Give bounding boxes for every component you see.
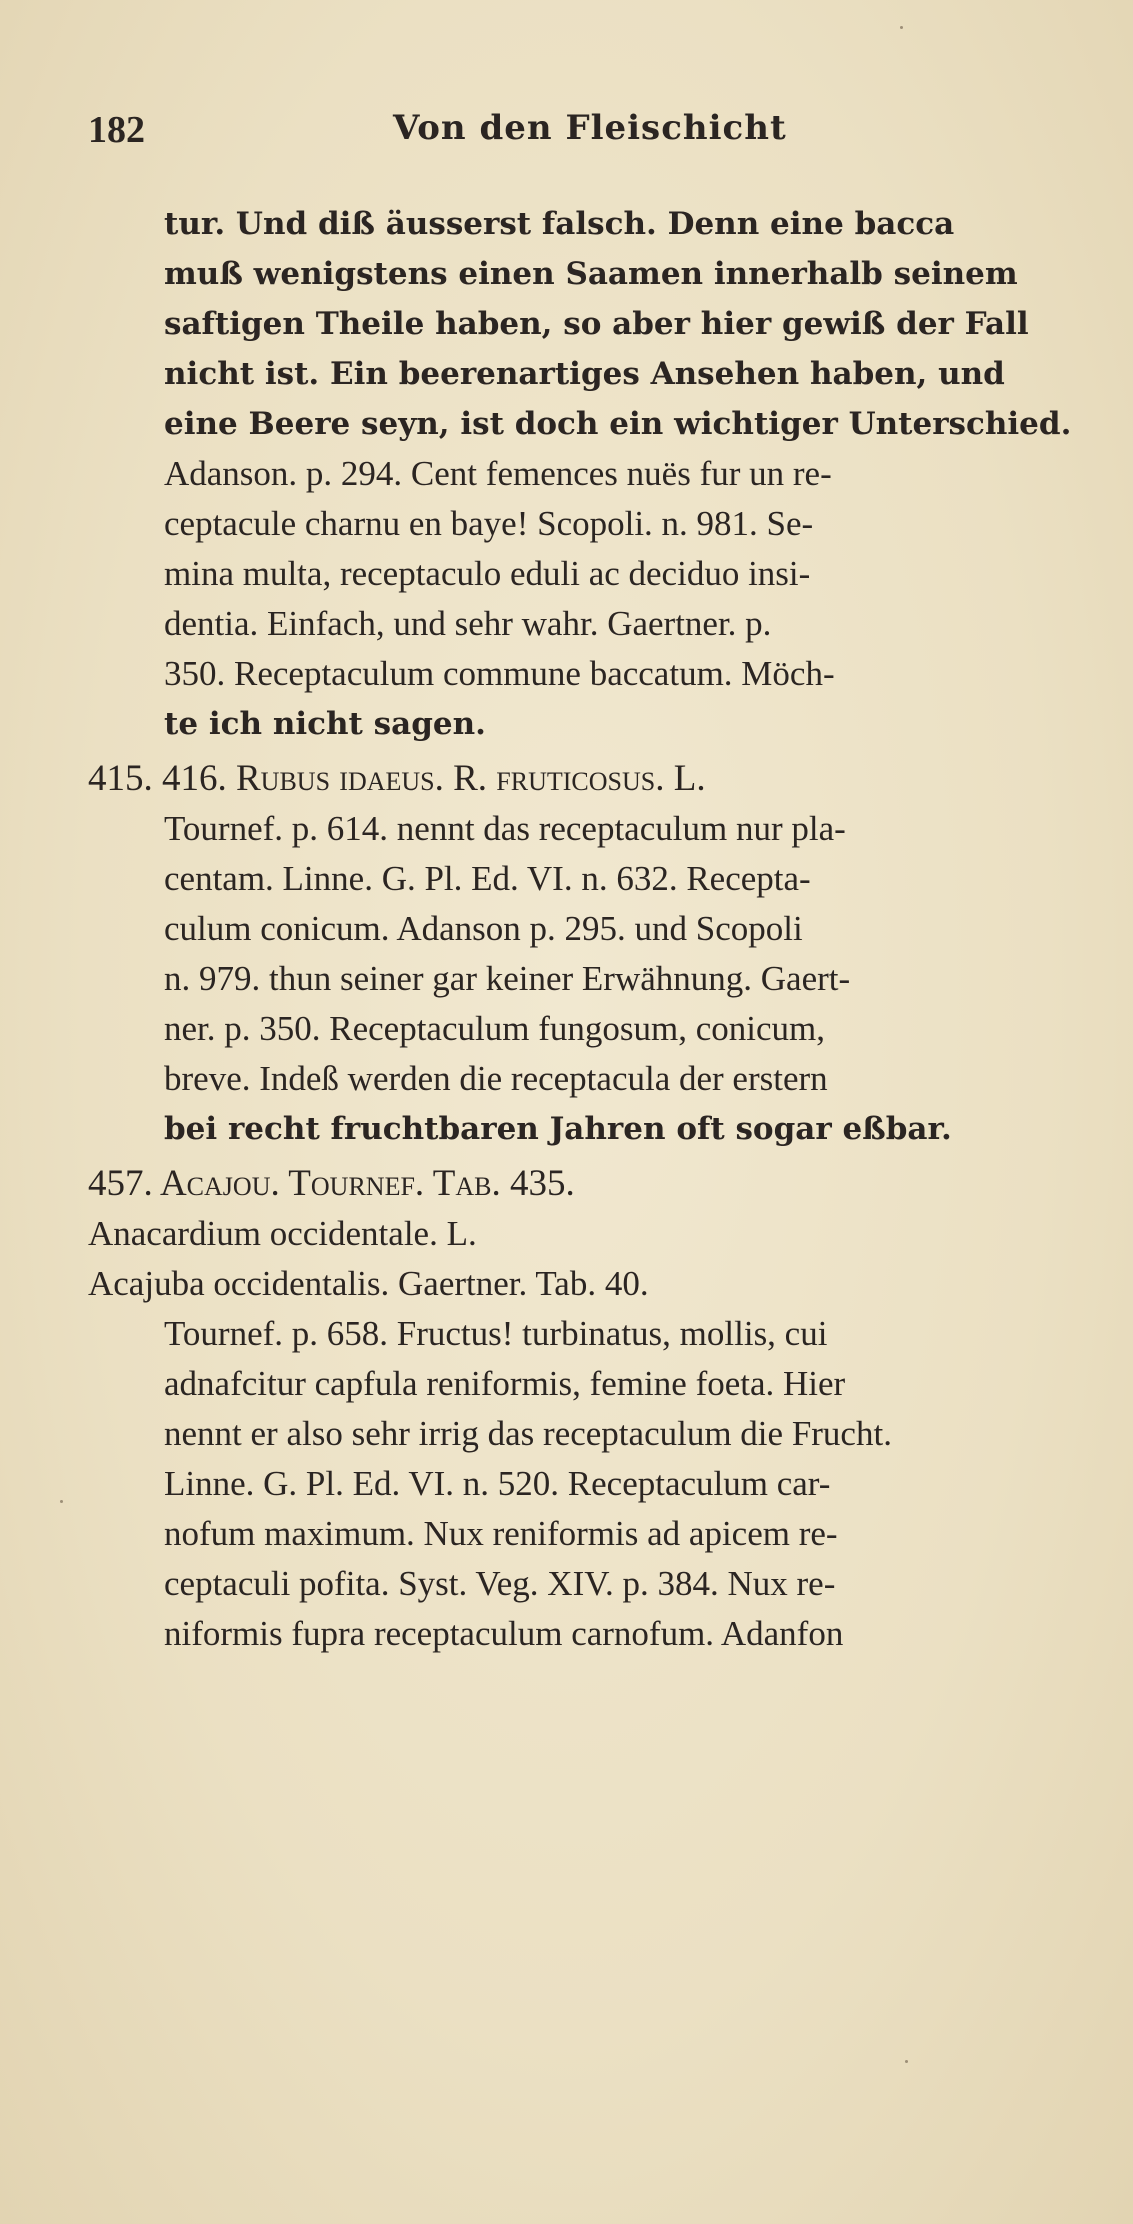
text-line: eine Beere seyn, ist doch ein wichtiger Unterschied. [164, 406, 1072, 442]
paper-speck [60, 1500, 63, 1503]
text-line: nicht ist. Ein beerenartiges Ansehen haben, und [164, 356, 1005, 392]
text-line: nofum maximum. Nux reniformis ad apicem re- [164, 1514, 838, 1553]
text-line: dentia. Einfach, und sehr wahr. Gaertner. p. [164, 604, 772, 643]
page-number: 182 [88, 109, 145, 151]
text-line: niformis fupra receptaculum carnofum. Adanfon [164, 1614, 844, 1653]
text-line: Anacardium occidentale. L. [88, 1214, 477, 1253]
text-line: mina multa, receptaculo eduli ac deciduo insi- [164, 554, 811, 593]
text-line: adnafcitur capfula reniformis, femine foeta. Hier [164, 1364, 846, 1403]
text-line: te ich nicht sagen. [164, 706, 486, 742]
paper-speck [900, 26, 903, 29]
paper-speck [905, 2060, 908, 2063]
text-line: centam. Linne. G. Pl. Ed. VI. n. 632. Recepta- [164, 859, 811, 898]
text-line: breve. Indeß werden die receptacula der erstern [164, 1059, 828, 1098]
entry-heading: 457. Acajou. Tournef. Tab. 435. [88, 1163, 575, 1204]
text-line: saftigen Theile haben, so aber hier gewiß der Fall [164, 306, 1029, 342]
entry-heading: 415. 416. Rubus idaeus. R. fruticosus. L. [88, 758, 706, 799]
text-line: ceptacule charnu en baye! Scopoli. n. 981. Se- [164, 504, 814, 543]
text-line: tur. Und diß äusserst falsch. Denn eine bacca [164, 206, 955, 242]
text-line: 350. Receptaculum commune baccatum. Möch- [164, 654, 835, 693]
running-head: Von den Fleischicht [393, 108, 787, 148]
text-line: muß wenigstens einen Saamen innerhalb seinem [164, 256, 1018, 292]
text-line: Tournef. p. 614. nennt das receptaculum nur pla- [164, 809, 846, 848]
text-line: bei recht fruchtbaren Jahren oft sogar eßbar. [164, 1111, 952, 1147]
text-line: ner. p. 350. Receptaculum fungosum, conicum, [164, 1009, 825, 1048]
text-line: culum conicum. Adanson p. 295. und Scopoli [164, 909, 803, 948]
text-line: n. 979. thun seiner gar keiner Erwähnung. Gaert- [164, 959, 851, 998]
text-line: Acajuba occidentalis. Gaertner. Tab. 40. [88, 1264, 649, 1303]
text-line: nennt er also sehr irrig das receptaculum die Frucht. [164, 1414, 892, 1453]
page-header [88, 108, 788, 158]
text-line: ceptaculi pofita. Syst. Veg. XIV. p. 384. Nux re- [164, 1564, 836, 1603]
text-line: Tournef. p. 658. Fructus! turbinatus, mollis, cui [164, 1314, 828, 1353]
text-line: Linne. G. Pl. Ed. VI. n. 520. Receptaculum car- [164, 1464, 831, 1503]
text-line: Adanson. p. 294. Cent femences nuës fur un re- [164, 454, 832, 493]
